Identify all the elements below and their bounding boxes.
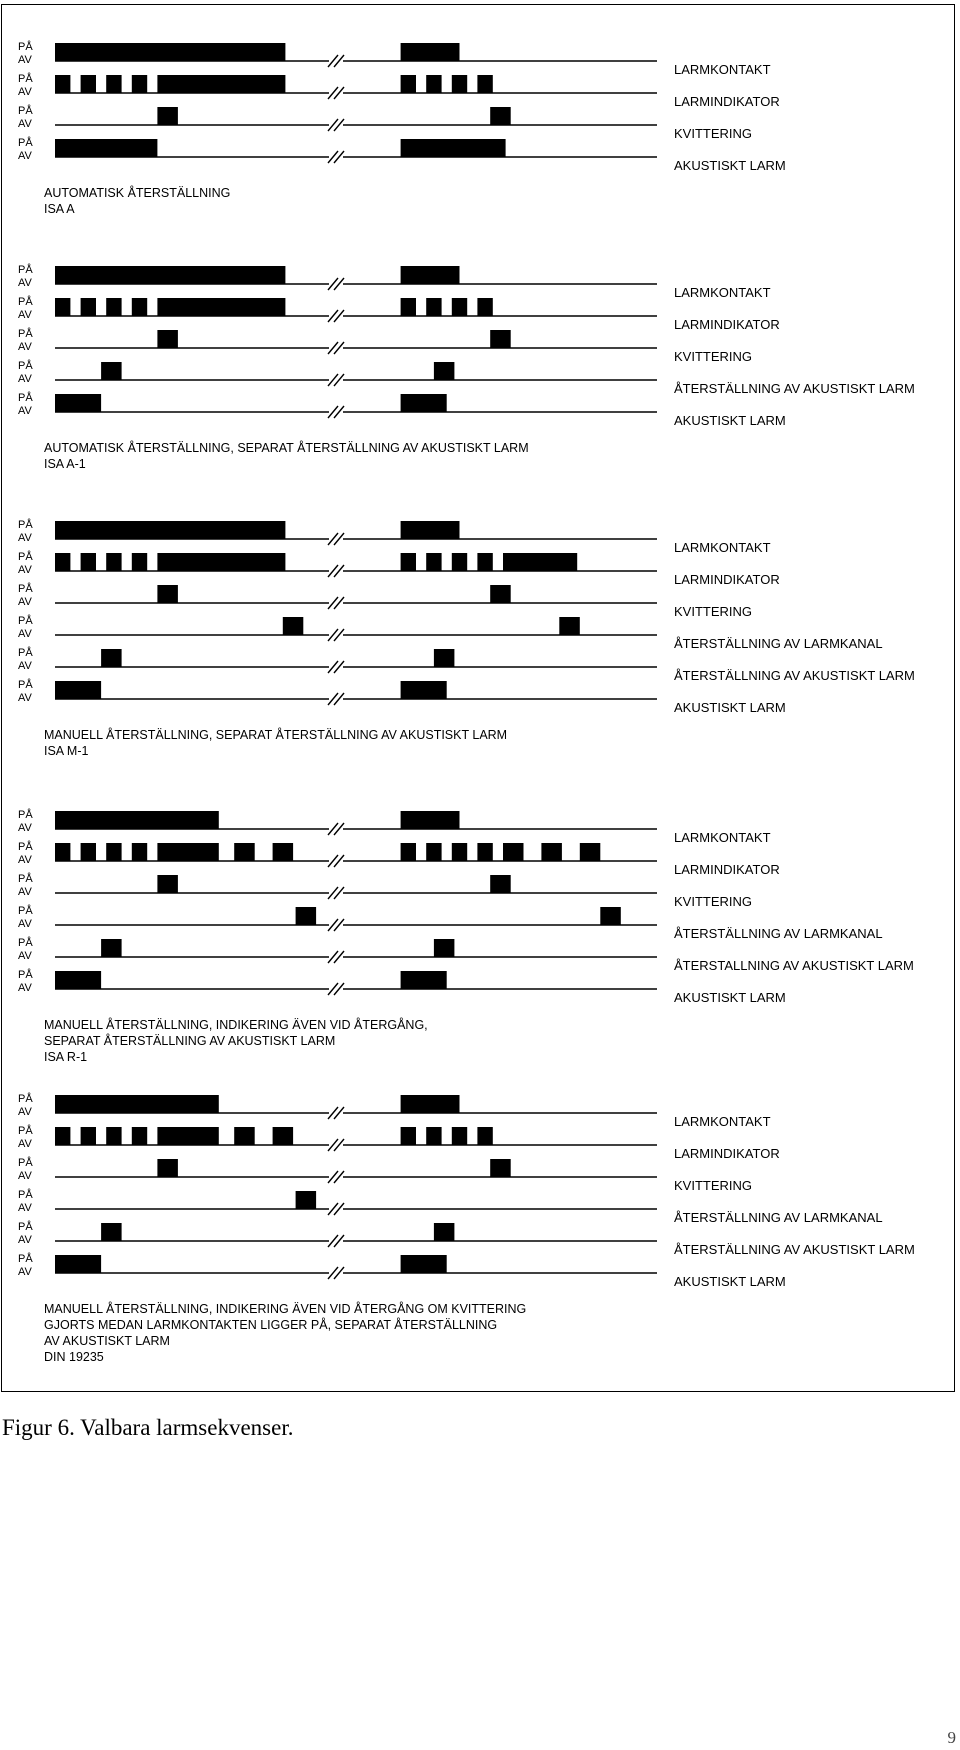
signal-pulse [55,1255,101,1273]
signal-pulse [401,843,416,861]
state-on-label: PÅ [18,583,33,595]
signal-pulse [452,75,467,93]
signal-name: KVITTERING [674,894,753,909]
time-break-icon [328,406,344,418]
signal-pulse [234,843,255,861]
state-off-label: AV [18,692,32,704]
signal-pulse [503,843,524,861]
state-off-label: AV [18,150,32,162]
panel-caption-line: ISA R-1 [44,1050,88,1064]
time-break-icon [328,983,344,995]
signal-pulse [55,1095,219,1113]
state-off-label: AV [18,628,32,640]
signal-name: KVITTERING [674,604,753,619]
time-break-icon [328,855,344,867]
signal-pulse [296,1191,317,1209]
signal-pulse [132,298,147,316]
signal-pulse [452,843,467,861]
timing-diagrams [2,5,954,1391]
state-on-label: PÅ [18,519,33,531]
panel-caption-line: ISA M-1 [44,744,89,758]
signal-pulse [477,843,492,861]
time-break-icon [328,1171,344,1183]
signal-pulse [401,266,460,284]
signal-pulse [426,1127,441,1145]
time-break-icon [328,693,344,705]
signal-name: KVITTERING [674,1178,753,1193]
state-off-label: AV [18,1170,32,1182]
signal-pulse [541,843,562,861]
signal-pulse [434,1223,455,1241]
state-off-label: AV [18,373,32,385]
panel-caption-line: DIN 19235 [44,1350,104,1364]
signal-pulse [101,1223,122,1241]
signal-pulse [401,971,447,989]
state-on-label: PÅ [18,264,33,276]
state-on-label: PÅ [18,1189,33,1201]
time-break-icon [328,119,344,131]
time-break-icon [328,533,344,545]
signal-pulse [157,585,178,603]
signal-pulse [157,1159,178,1177]
signal-pulse [106,553,121,571]
state-off-label: AV [18,54,32,66]
time-break-icon [328,374,344,386]
state-off-label: AV [18,822,32,834]
time-break-icon [328,597,344,609]
signal-name: LARMINDIKATOR [674,862,780,877]
signal-pulse [559,617,580,635]
signal-name: LARMINDIKATOR [674,572,780,587]
signal-pulse [503,553,577,571]
signal-name: LARMKONTAKT [674,1114,771,1129]
state-on-label: PÅ [18,392,33,404]
signal-pulse [401,75,416,93]
panel-caption-line: AUTOMATISK ÅTERSTÄLLNING [44,186,231,200]
signal-pulse [55,811,219,829]
time-break-icon [328,565,344,577]
state-off-label: AV [18,1106,32,1118]
state-on-label: PÅ [18,551,33,563]
signal-pulse [81,75,96,93]
panel-caption-line: MANUELL ÅTERSTÄLLNING, SEPARAT ÅTERSTÄLLNING AV AKUSTISKT LARM [44,728,508,742]
signal-pulse [55,843,70,861]
signal-pulse [55,139,157,157]
signal-pulse [452,1127,467,1145]
page-number: 9 [947,1728,956,1747]
panel-caption-line: ISA A-1 [44,457,86,471]
panel-caption-line: GJORTS MEDAN LARMKONTAKTEN LIGGER PÅ, SEPARAT ÅTERSTÄLLNING [44,1318,498,1332]
signal-pulse [401,394,447,412]
signal-pulse [106,298,121,316]
state-off-label: AV [18,1234,32,1246]
signal-name: LARMKONTAKT [674,285,771,300]
signal-pulse [401,139,506,157]
panel-caption-line: MANUELL ÅTERSTÄLLNING, INDIKERING ÄVEN VID ÅTERGÅNG, [44,1018,428,1032]
time-break-icon [328,823,344,835]
time-break-icon [328,1107,344,1119]
signal-pulse [55,971,101,989]
signal-pulse [132,843,147,861]
signal-pulse [477,1127,492,1145]
signal-pulse [132,1127,147,1145]
signal-name: LARMINDIKATOR [674,317,780,332]
state-on-label: PÅ [18,873,33,885]
panel-caption-line: AUTOMATISK ÅTERSTÄLLNING, SEPARAT ÅTERSTÄLLNING AV AKUSTISKT LARM [44,441,529,455]
state-off-label: AV [18,982,32,994]
signal-pulse [490,107,511,125]
state-off-label: AV [18,405,32,417]
time-break-icon [328,661,344,673]
signal-name: KVITTERING [674,349,753,364]
signal-name: ÅTERSTÄLLNING AV AKUSTISKT LARM [674,1242,915,1257]
signal-pulse [490,585,511,603]
time-break-icon [328,342,344,354]
state-on-label: PÅ [18,969,33,981]
state-on-label: PÅ [18,328,33,340]
state-on-label: PÅ [18,73,33,85]
state-on-label: PÅ [18,809,33,821]
signal-pulse [55,43,285,61]
signal-pulse [106,843,121,861]
signal-pulse [55,521,285,539]
panel-caption-line: AV AKUSTISKT LARM [44,1334,170,1348]
signal-name: AKUSTISKT LARM [674,1274,786,1289]
signal-pulse [55,298,70,316]
signal-name: LARMKONTAKT [674,540,771,555]
figure-frame [1,4,955,1392]
signal-name: LARMINDIKATOR [674,1146,780,1161]
signal-pulse [401,681,447,699]
state-off-label: AV [18,341,32,353]
signal-pulse [490,330,511,348]
state-on-label: PÅ [18,647,33,659]
time-break-icon [328,919,344,931]
state-off-label: AV [18,309,32,321]
state-on-label: PÅ [18,1093,33,1105]
time-break-icon [328,951,344,963]
signal-pulse [157,553,285,571]
signal-pulse [55,553,70,571]
time-break-icon [328,310,344,322]
signal-pulse [434,939,455,957]
signal-pulse [157,330,178,348]
signal-pulse [401,1095,460,1113]
signal-pulse [273,843,294,861]
signal-pulse [401,521,460,539]
signal-pulse [401,553,416,571]
state-off-label: AV [18,1266,32,1278]
state-off-label: AV [18,277,32,289]
signal-name: AKUSTISKT LARM [674,158,786,173]
signal-pulse [81,1127,96,1145]
state-on-label: PÅ [18,360,33,372]
panel-caption-line: MANUELL ÅTERSTÄLLNING, INDIKERING ÄVEN VID ÅTERGÅNG OM KVITTERING [44,1302,527,1316]
signal-pulse [157,75,285,93]
signal-pulse [426,298,441,316]
state-off-label: AV [18,1202,32,1214]
signal-name: ÅTERSTÄLLNING AV LARMKANAL [674,1210,883,1225]
time-break-icon [328,887,344,899]
signal-pulse [490,875,511,893]
state-on-label: PÅ [18,1253,33,1265]
signal-pulse [401,811,460,829]
signal-pulse [55,681,101,699]
signal-name: LARMINDIKATOR [674,94,780,109]
time-break-icon [328,1267,344,1279]
signal-name: LARMKONTAKT [674,62,771,77]
state-on-label: PÅ [18,841,33,853]
signal-name: ÅTERSTÄLLNING AV LARMKANAL [674,926,883,941]
signal-name: ÅTERSTÄLLNING AV AKUSTISKT LARM [674,381,915,396]
signal-pulse [106,75,121,93]
state-off-label: AV [18,1138,32,1150]
signal-pulse [600,907,621,925]
signal-pulse [580,843,601,861]
state-on-label: PÅ [18,1157,33,1169]
state-off-label: AV [18,532,32,544]
state-off-label: AV [18,950,32,962]
state-on-label: PÅ [18,937,33,949]
signal-pulse [132,553,147,571]
signal-pulse [401,1255,447,1273]
signal-pulse [234,1127,255,1145]
state-on-label: PÅ [18,296,33,308]
signal-name: AKUSTISKT LARM [674,990,786,1005]
signal-pulse [273,1127,294,1145]
signal-name: KVITTERING [674,126,753,141]
signal-name: LARMKONTAKT [674,830,771,845]
signal-pulse [157,1127,218,1145]
panel-caption-line: ISA A [44,202,75,216]
signal-pulse [477,75,492,93]
signal-pulse [132,75,147,93]
signal-pulse [426,843,441,861]
signal-pulse [55,75,70,93]
signal-pulse [157,107,178,125]
time-break-icon [328,151,344,163]
signal-pulse [55,394,101,412]
signal-pulse [401,298,416,316]
time-break-icon [328,1235,344,1247]
state-on-label: PÅ [18,615,33,627]
signal-pulse [283,617,304,635]
signal-pulse [157,875,178,893]
signal-name: AKUSTISKT LARM [674,413,786,428]
signal-pulse [401,43,460,61]
time-break-icon [328,278,344,290]
signal-pulse [55,1127,70,1145]
state-off-label: AV [18,918,32,930]
time-break-icon [328,1203,344,1215]
figure-caption: Figur 6. Valbara larmsekvenser. [2,1415,294,1440]
state-off-label: AV [18,118,32,130]
signal-pulse [106,1127,121,1145]
signal-pulse [55,266,285,284]
signal-pulse [101,362,122,380]
state-on-label: PÅ [18,679,33,691]
time-break-icon [328,55,344,67]
signal-name: ÅTERSTÄLLNING AV LARMKANAL [674,636,883,651]
signal-pulse [477,553,492,571]
signal-pulse [81,298,96,316]
state-off-label: AV [18,886,32,898]
state-on-label: PÅ [18,41,33,53]
time-break-icon [328,1139,344,1151]
signal-pulse [101,649,122,667]
time-break-icon [328,87,344,99]
signal-pulse [81,553,96,571]
signal-pulse [434,649,455,667]
signal-pulse [426,75,441,93]
state-on-label: PÅ [18,137,33,149]
time-break-icon [328,629,344,641]
state-off-label: AV [18,564,32,576]
signal-pulse [401,1127,416,1145]
signal-pulse [157,843,218,861]
signal-pulse [101,939,122,957]
state-off-label: AV [18,596,32,608]
signal-pulse [490,1159,511,1177]
signal-name: AKUSTISKT LARM [674,700,786,715]
panel-caption-line: SEPARAT ÅTERSTÄLLNING AV AKUSTISKT LARM [44,1034,336,1048]
signal-pulse [452,298,467,316]
state-on-label: PÅ [18,1221,33,1233]
state-off-label: AV [18,86,32,98]
state-on-label: PÅ [18,105,33,117]
signal-name: ÅTERSTALLNING AV AKUSTISKT LARM [674,958,914,973]
signal-pulse [477,298,492,316]
state-on-label: PÅ [18,905,33,917]
signal-pulse [81,843,96,861]
signal-pulse [434,362,455,380]
signal-pulse [157,298,285,316]
state-off-label: AV [18,854,32,866]
signal-pulse [296,907,317,925]
signal-name: ÅTERSTÄLLNING AV AKUSTISKT LARM [674,668,915,683]
state-off-label: AV [18,660,32,672]
signal-pulse [426,553,441,571]
signal-pulse [452,553,467,571]
state-on-label: PÅ [18,1125,33,1137]
